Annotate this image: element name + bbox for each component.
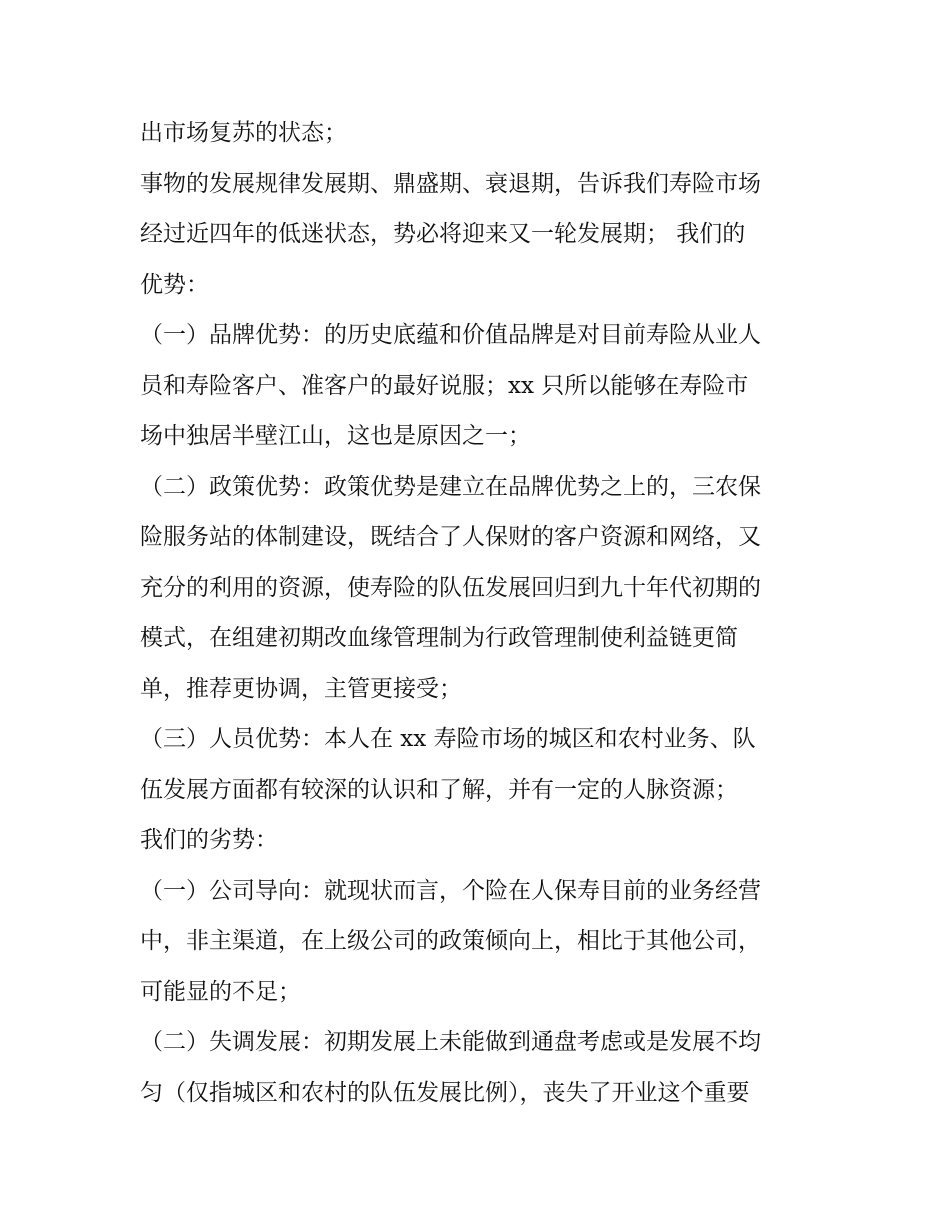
text-line: （二）政策优势：政策优势是建立在品牌优势之上的，三农保 — [140, 473, 761, 500]
text-line: （二）失调发展：初期发展上未能做到通盘考虑或是发展不均 — [140, 1029, 761, 1055]
text-line: （一）品牌优势：的历史底蕴和价值品牌是对目前寿险从业人 — [140, 322, 761, 348]
text-line: 匀（仅指城区和农村的队伍发展比例），丧失了开业这个重要 — [140, 1079, 750, 1106]
text-line: 充分的利用的资源，使寿险的队伍发展回归到九十年代初期的 — [140, 574, 761, 601]
text-line: 单，推荐更协调，主管更接受； — [140, 675, 462, 702]
text-line: 中，非主渠道，在上级公司的政策倾向上，相比于其他公司， — [140, 928, 761, 954]
text-line: 场中独居半壁江山，这也是原因之一； — [140, 423, 531, 449]
text-line: 经过近四年的低迷状态，势必将迎来又一轮发展期； 我们的 — [140, 221, 746, 247]
text-line: 险服务站的体制建设，既结合了人保财的客户资源和网络，又 — [140, 524, 761, 550]
text-line: 模式，在组建初期改血缘管理制为行政管理制使利益链更简 — [140, 625, 738, 651]
document-body — [140, 108, 820, 1118]
text-line: 出市场复苏的状态； — [140, 120, 347, 146]
text-line: 员和寿险客户、准客户的最好说服；xx 只所以能够在寿险市 — [140, 372, 749, 399]
text-line: 优势： — [140, 271, 209, 298]
text-line: 伍发展方面都有较深的认识和了解，并有一定的人脉资源； — [140, 776, 738, 803]
text-line: 我们的劣势： — [140, 827, 278, 853]
text-line: （三）人员优势：本人在 xx 寿险市场的城区和农村业务、队 — [140, 726, 756, 752]
text-line: 可能显的不足； — [140, 978, 301, 1005]
text-line: 事物的发展规律发展期、鼎盛期、衰退期，告诉我们寿险市场 — [140, 170, 761, 197]
text-line: （一）公司导向：就现状而言，个险在人保寿目前的业务经营 — [140, 877, 761, 904]
